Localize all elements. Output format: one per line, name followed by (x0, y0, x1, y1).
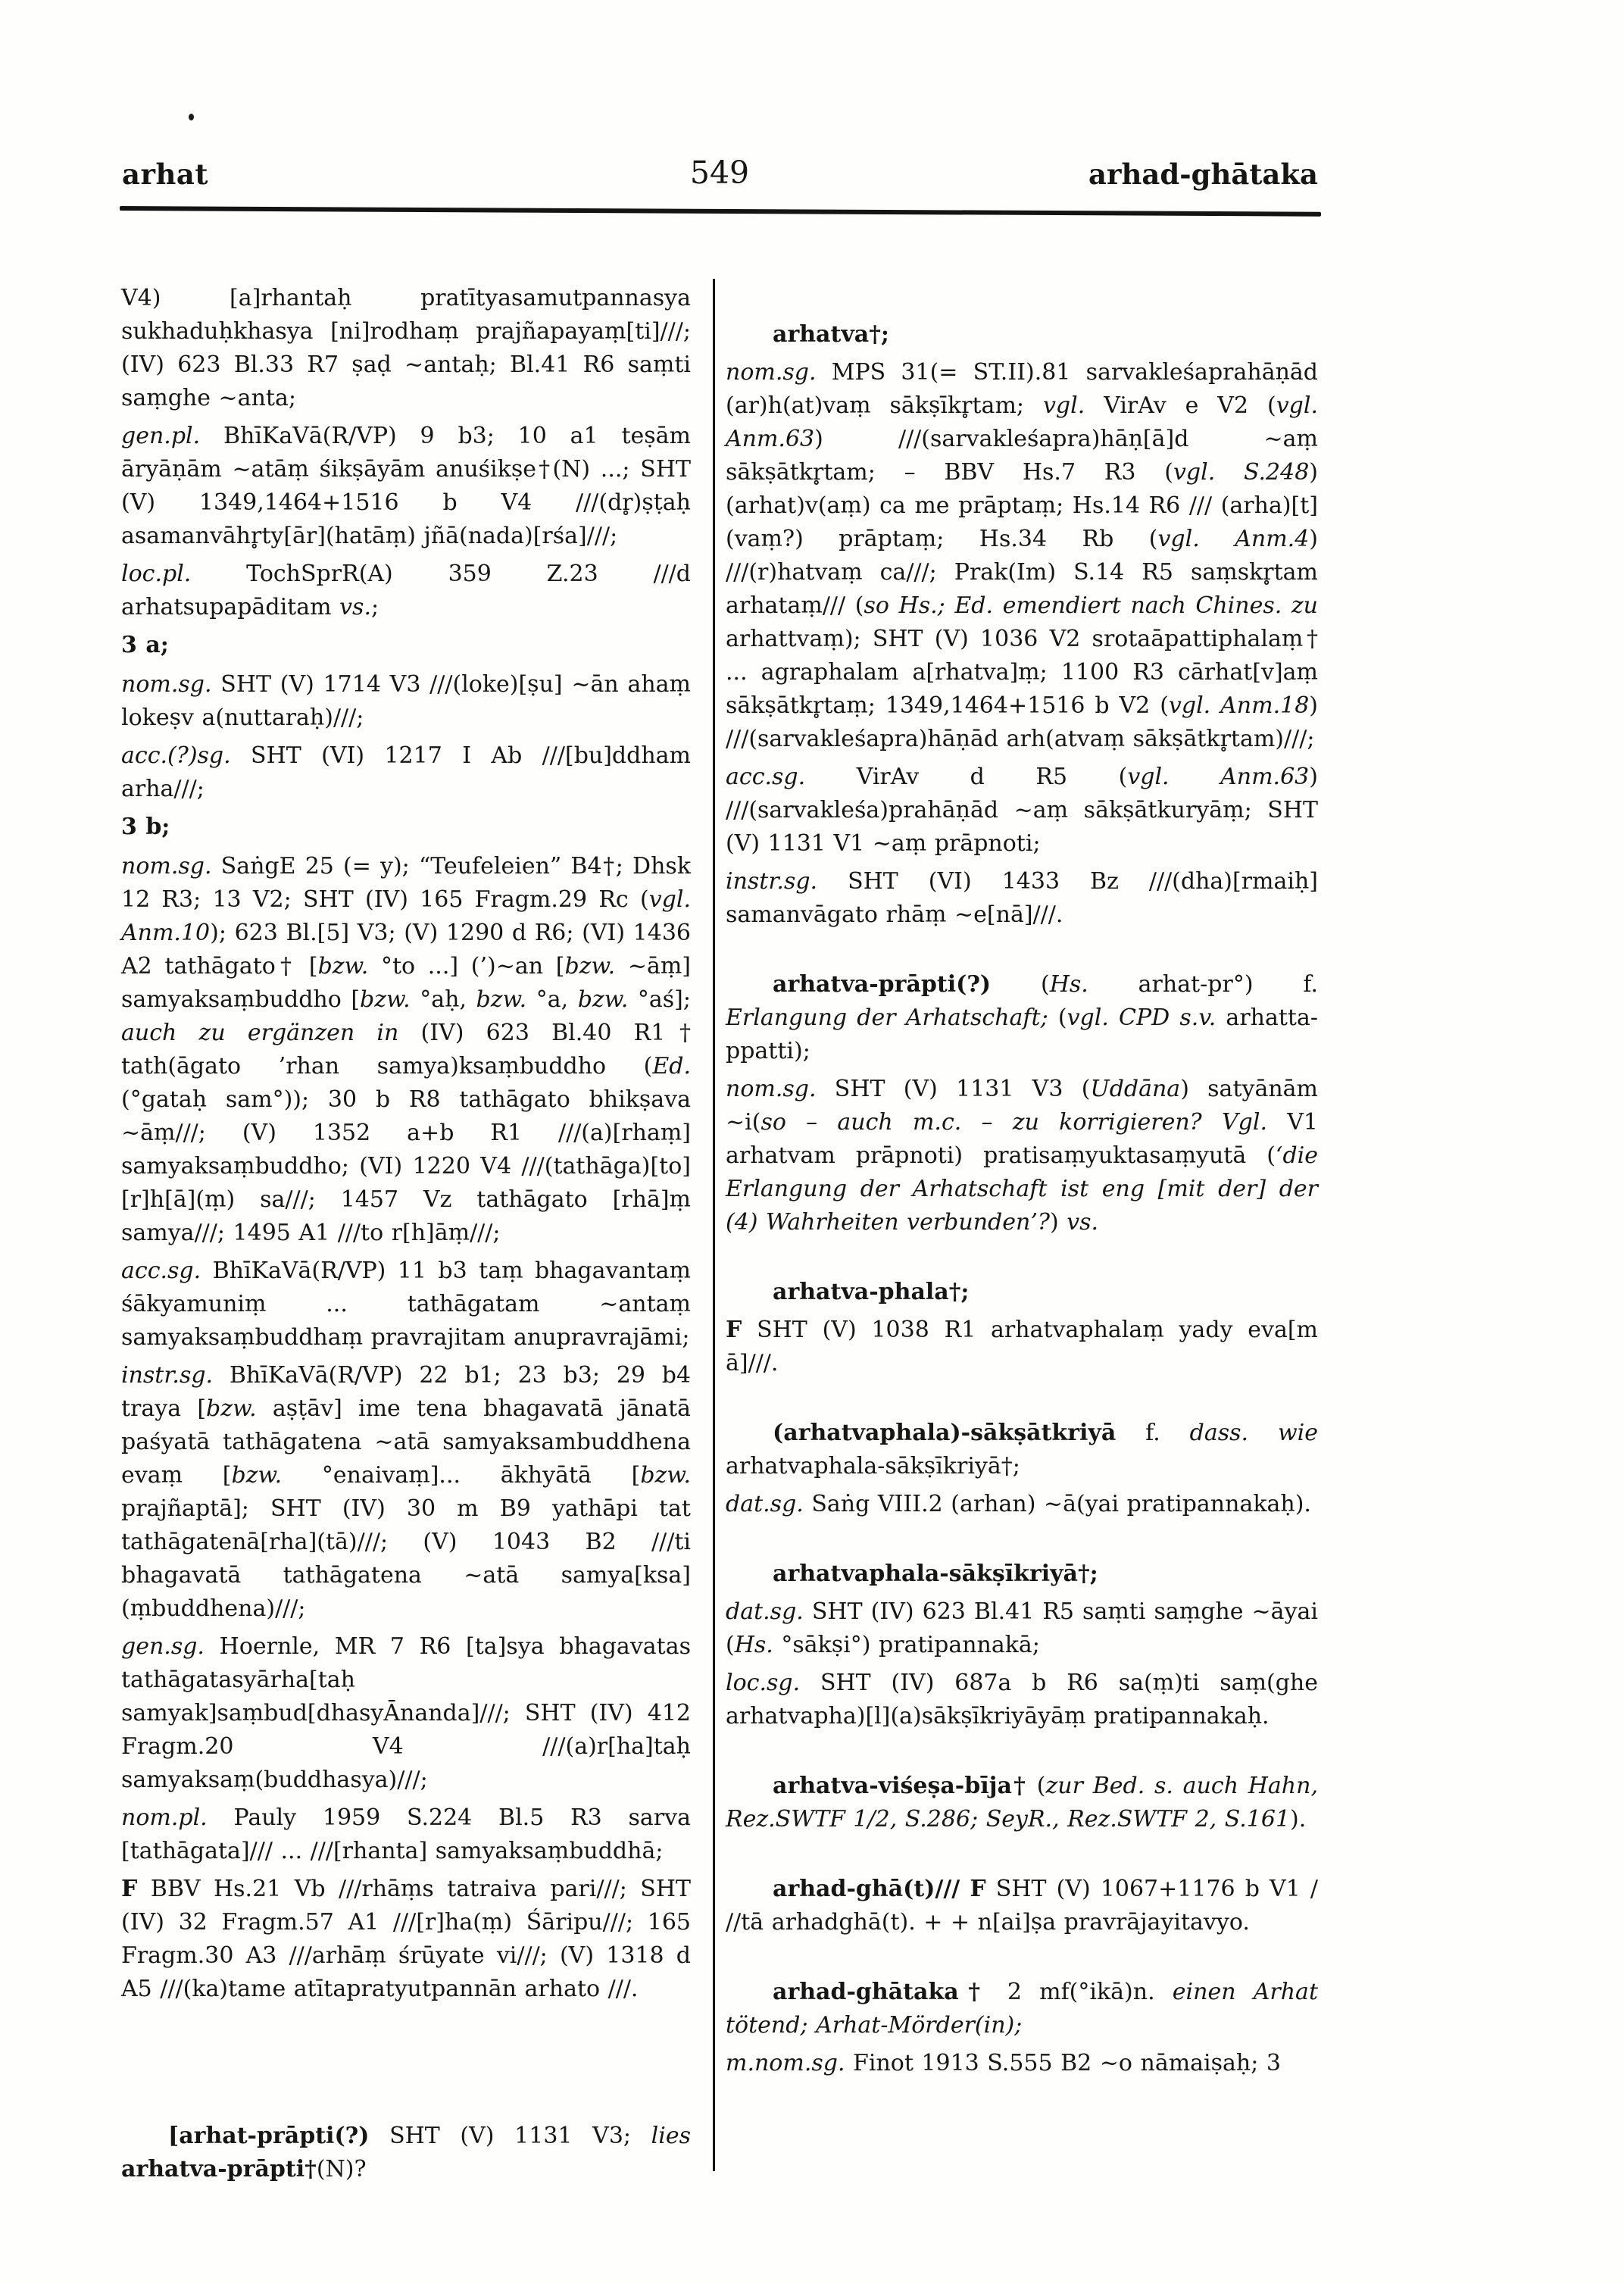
paragraph-fragments: F BBV Hs.21 Vb ///rhāṃs tatraiva pari///; SHT (IV) 32 Fragm.57 A1 ///[r]ha(ṃ) Śāripu///; 165 Fragm.30 A3 ///arhāṃ śrūyate vi///; (V) 1318 d A5 ///(ka)tame atītapratyutpannān arhato ///. (121, 1876, 691, 2002)
paragraph-citation: V4) [a]rhantaḥ pratītyasamutpannasya sukhaduḥkhasya [ni]rodhaṃ prajñapayaṃ[ti]///; (IV) 623 Bl.33 R7 ṣaḍ ~antaḥ; Bl.41 R6 saṃti saṃghe ~anta; (121, 285, 691, 411)
entry-arhatva: arhatva†; (773, 321, 889, 348)
paragraph-dat-sg: dat.sg. Saṅg VIII.2 (arhan) ~ā(yai pratipannakaḥ). (726, 1491, 1311, 1517)
paragraph-loc-pl: loc.pl. TochSprR(A) 359 Z.23 ///d arhatsupapāditam vs.; (121, 561, 691, 620)
entry-arhad-gha: arhad-ghā(t)/// F SHT (V) 1067+1176 b V1 / //tā arhadghā(t). + + n[ai]ṣa pravrājayitavyo. (726, 1876, 1318, 1936)
section-3b: 3 b; (121, 814, 170, 840)
paragraph-gen-sg: gen.sg. Hoernle, MR 7 R6 [ta]sya bhagavatas tathāgatasyārha[taḥ samyak]saṃbud[dhasyĀnanda]///; SHT (IV) 412 Fragm.20 V4 ///(a)r[ha]taḥ samyaksaṃ(buddhasya)///; (121, 1633, 691, 1793)
paragraph-nom-sg-3b: nom.sg. SaṅgE 25 (= y); “Teufeleien” B4†; Dhsk 12 R3; 13 V2; SHT (IV) 165 Fragm.29 Rc (vgl. Anm.10); 623 Bl.[5] V3; (V) 1290 d R6; (VI) 1436 A2 tathāgato† [bzw. °to ...] (’)~an [bzw. ~āṃ] samyaksaṃbuddho [bzw. °aḥ, bzw. °a, bzw. °aś]; auch zu ergänzen in (IV) 623 Bl.40 R1† tath(āgato ’rhan samya)ksaṃbuddho (Ed. (°gataḥ sam°)); 30 b R8 tathāgato bhikṣava ~āṃ///; (V) 1352 a+b R1 ///(a)[rhaṃ] samyaksaṃbuddho; (VI) 1220 V4 ///(tathāga)[to] [r]h[ā](ṃ) sa///; 1457 Vz tathāgato [rhā]ṃ samya///; 1495 A1 ///to r[h]āṃ///; (121, 853, 691, 1246)
paragraph-instr-sg: instr.sg. BhīKaVā(R/VP) 22 b1; 23 b3; 29 b4 traya [bzw. aṣṭāv] ime tena bhagavatā jānatā paśyatā tathāgatena ~atā samyaksambuddhena evaṃ [bzw. °enaivaṃ]... ākhyātā [bzw. prajñaptā]; SHT (IV) 30 m B9 yathāpi tat tathāgatenā[rha](tā)///; (V) 1043 B2 ///ti bhagavatā tathāgatena ~atā samya[ksa](ṃbuddhena)///; (121, 1362, 692, 1622)
entry-arhatva-phala: arhatva-phala†; (773, 1279, 970, 1305)
entry-arhatva-prapti: arhatva-prāpti(?) (Hs. arhat-pr°) f. Erlangung der Arhatschaft; (vgl. CPD s.v. arhatta-ppatti); (726, 971, 1319, 1064)
header-page-number: 549 (689, 155, 750, 191)
section-3a: 3 a; (121, 632, 169, 658)
paragraph-loc-sg: loc.sg. SHT (IV) 687a b R6 sa(ṃ)ti saṃ(ghe arhatvapha)[l](a)sākṣīkriyāyāṃ pratipannakaḥ. (726, 1670, 1319, 1729)
header-rule (120, 206, 1321, 217)
paragraph-acc-sg: acc.(?)sg. SHT (VI) 1217 I Ab ///[bu]ddham arha///; (121, 742, 691, 802)
paragraph-acc-sg: acc.sg. VirAv d R5 (vgl. Anm.63) ///(sarvakleśa)prahāṇād ~aṃ sākṣātkuryāṃ; SHT (V) 1131 V1 ~aṃ prāpnoti; (726, 764, 1318, 857)
paragraph-dat-sg-2: dat.sg. SHT (IV) 623 Bl.41 R5 saṃti saṃghe ~āyai (Hs. °sākṣi°) pratipannakā; (726, 1598, 1318, 1658)
column-right (726, 282, 1318, 2085)
paragraph-m-nom-sg: m.nom.sg. Finot 1913 S.555 B2 ~o nāmaiṣaḥ; 3 (726, 2050, 1281, 2076)
paragraph-f-sht: F SHT (V) 1038 R1 arhatvaphalaṃ yady eva[m ā]///. (726, 1317, 1318, 1376)
column-left (121, 282, 691, 2191)
entry-arhatva-visesa-bija: arhatva-viśeṣa-bīja† (zur Bed. s. auch Hahn, Rez.SWTF 1/2, S.286; SeyR., Rez.SWTF 2, S.161). (726, 1773, 1318, 1833)
entry-arhat-prapti: [arhat-prāpti(?) SHT (V) 1131 V3; lies arhatva-prāpti†(N)? (121, 2123, 691, 2182)
paragraph-nom-sg: nom.sg. SHT (V) 1714 V3 ///(loke)[ṣu] ~ān ahaṃ lokeṣv a(nuttaraḥ)///; (121, 671, 691, 731)
paragraph-nom-pl: nom.pl. Pauly 1959 S.224 Bl.5 R3 sarva [tathāgata]/// ... ///[rhanta] samyaksaṃbuddhā; (121, 1804, 691, 1864)
entry-arhad-ghataka: arhad-ghātaka† 2 mf(°ikā)n. einen Arhat tötend; Arhat-Mörder(in); (726, 1979, 1318, 2039)
paragraph-acc-sg-3b: acc.sg. BhīKaVā(R/VP) 11 b3 taṃ bhagavantaṃ śākyamuniṃ ... tathāgatam ~antaṃ samyaksaṃbuddhaṃ pravrajitam anupravrajāmi; (121, 1258, 692, 1351)
column-divider (713, 279, 715, 2171)
entry-arhatvaphala-saksatkriya: (arhatvaphala)-sākṣātkriyā f. dass. wie arhatvaphala-sākṣīkriyā†; (726, 1420, 1318, 1479)
header-running-title-left: arhat (122, 158, 208, 191)
scan-speck (189, 114, 194, 120)
paragraph-gen-pl: gen.pl. BhīKaVā(R/VP) 9 b3; 10 a1 teṣām āryāṇām ~atāṃ śikṣāyām anuśikṣe†(N) ...; SHT (V) 1349,1464+1516 b V4 ///(dr̥)ṣṭaḥ asamanvāhr̥ty[ār](hatāṃ) jñā(nada)[rśa]///; (121, 423, 691, 549)
paragraph-nom-sg-2: nom.sg. SHT (V) 1131 V3 (Uddāna) satyānām ~i(so – auch m.c. – zu korrigieren? Vgl. V1 arhatvam prāpnoti) pratisaṃyuktasaṃyutā (‘die Erlangung der Arhatschaft ist eng [mit der] der (4) Wahrheiten verbunden’?) vs. (726, 1076, 1319, 1236)
paragraph-nom-sg: nom.sg. MPS 31(= ST.II).81 sarvakleśaprahāṇād (ar)h(at)vaṃ sākṣīkr̥tam; vgl. VirAv e V2 (vgl. Anm.63) ///(sarvakleśapra)hāṇ[ā]d ~aṃ sākṣātkr̥tam; – BBV Hs.7 R3 (vgl. S.248) (arhat)v(aṃ) ca me prāptaṃ; Hs.14 R6 /// (arha)[t](vaṃ?) prāptaṃ; Hs.34 Rb (vgl. Anm.4) ///(r)hatvaṃ ca///; Prak(Im) S.14 R5 saṃskr̥tam arhataṃ/// (so Hs.; Ed. emendiert nach Chines. zu arhattvaṃ); SHT (V) 1036 V2 srotaāpattiphalaṃ† ... agraphalam a[rhatva]ṃ; 1100 R3 cārhat[v]aṃ sākṣātkr̥taṃ; 1349,1464+1516 b V2 (vgl. Anm.18) ///(sarvakleśapra)hāṇād arh(atvaṃ sākṣātkr̥tam)///; (726, 359, 1319, 752)
paragraph-instr-sg: instr.sg. SHT (VI) 1433 Bz ///(dha)[rmaiḥ] samanvāgato rhāṃ ~e[nā]///. (726, 868, 1318, 928)
entry-arhatvaphala-saksikriya: arhatvaphala-sākṣīkriyā†; (773, 1561, 1098, 1587)
header-running-title-right: arhad-ghātaka (1088, 158, 1318, 191)
